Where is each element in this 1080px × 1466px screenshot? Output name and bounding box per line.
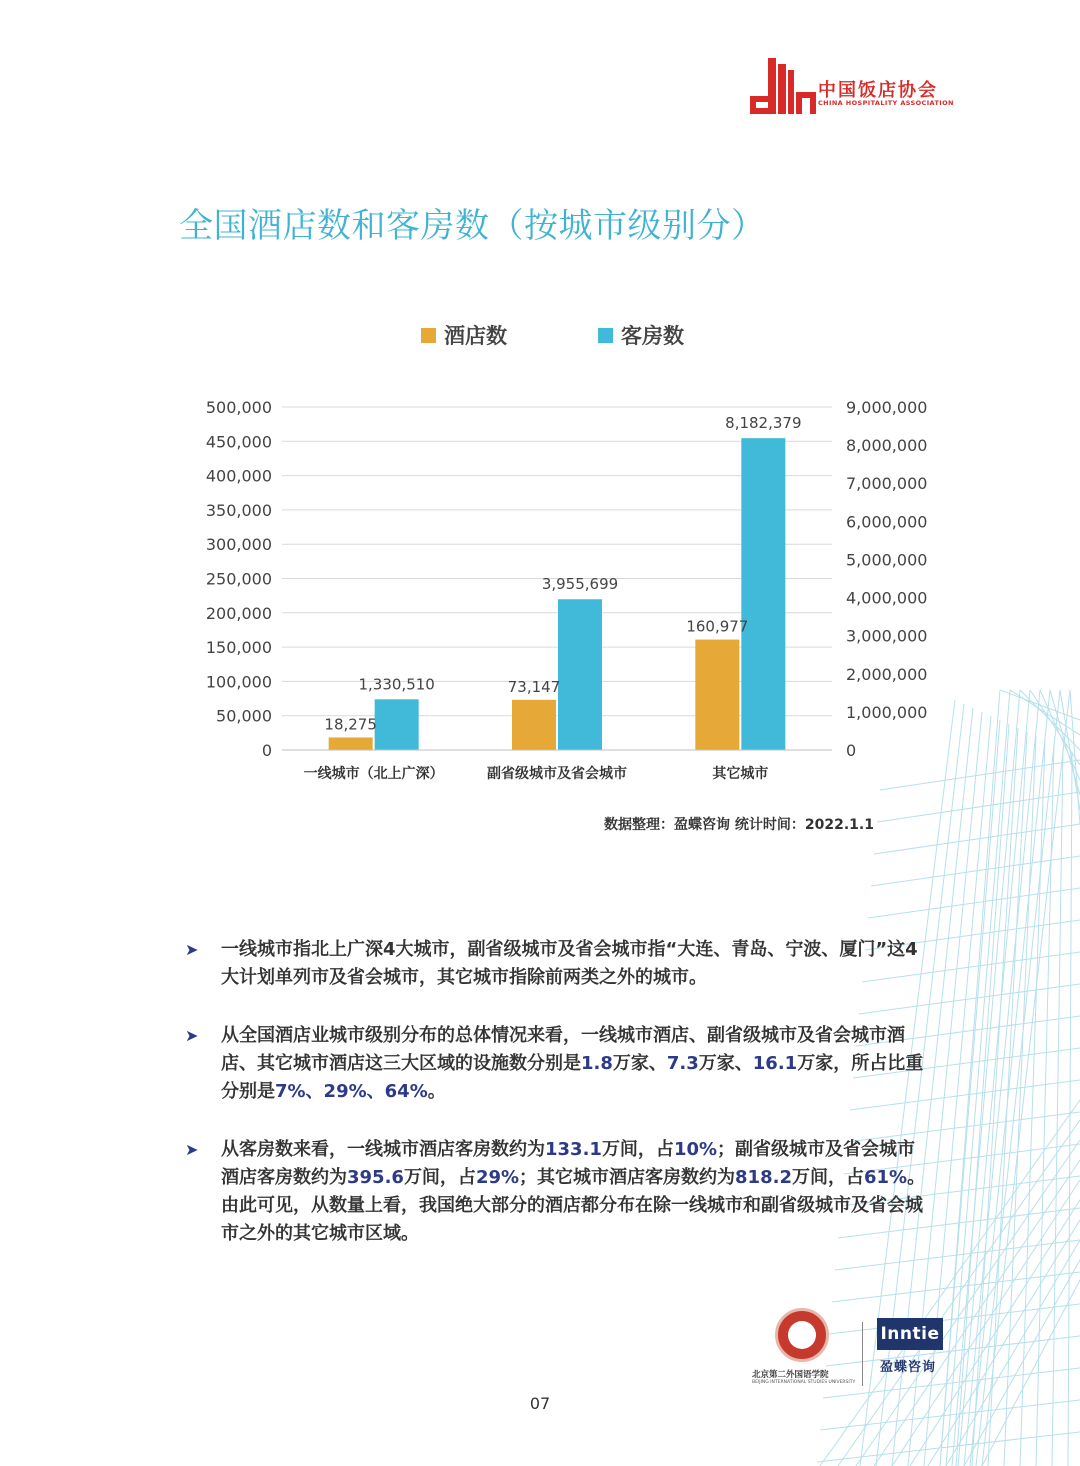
highlight-value: 7%、29%、64% [275,1081,428,1102]
highlight-value: 7.3 [666,1053,699,1074]
highlight-value: 133.1 [545,1139,602,1160]
arrow-icon: ➤ [185,940,199,959]
y-left-tick-label: 350,000 [205,500,272,520]
data-label-rooms: 1,330,510 [358,675,435,694]
y-right-tick-label: 0 [846,741,857,760]
y-left-tick-label: 100,000 [205,672,272,692]
page-number: 07 [529,1394,551,1413]
data-label-hotels: 18,275 [324,715,377,734]
y-right-tick-label: 4,000,000 [846,588,928,608]
logo-divider [862,1322,863,1386]
data-label-rooms: 3,955,699 [541,575,619,594]
bullet-text: 万间，占 [601,1139,674,1160]
bar-hotels [695,640,739,750]
logo-subtitle: CHINA HOSPITALITY ASSOCIATION [818,99,954,107]
y-left-tick-label: 500,000 [205,398,272,417]
bar-hotels [329,737,373,750]
y-right-tick-label: 3,000,000 [846,626,928,646]
bullet-list [185,936,930,1278]
y-left-tick-label: 200,000 [205,603,272,623]
y-right-tick-label: 7,000,000 [846,474,928,494]
logo-title: 中国饭店协会 [818,80,938,101]
data-label-hotels: 160,977 [686,617,749,636]
source-note: 数据整理：盈蝶咨询 统计时间：2022.1.1 [604,817,874,833]
bullet-item-1 [185,936,930,992]
bullet-text: 从客房数来看，一线城市酒店客房数约为 [221,1139,545,1160]
bullet-text: 万家、 [612,1053,667,1074]
inntie-name: 盈蝶咨询 [880,1360,937,1375]
bullet-item-3 [185,1136,930,1248]
highlight-value: 818.2 [735,1167,792,1188]
bisu-seal-icon [775,1308,829,1362]
bullet-text: ；副省级城市及省会城市酒店客房数约为 [221,1139,916,1188]
x-category-label: 一线城市（北上广深） [303,766,444,782]
highlight-value: 16.1 [752,1053,798,1074]
data-label-rooms: 8,182,379 [725,414,802,433]
highlight-value: 61% [863,1167,908,1188]
highlight-value: 29% [475,1167,520,1188]
y-right-tick-label: 1,000,000 [846,702,928,722]
y-left-tick-label: 150,000 [205,638,272,658]
y-right-tick-label: 5,000,000 [846,550,928,570]
bar-hotels [512,700,556,750]
arrow-icon: ➤ [185,1140,199,1159]
x-category-label: 其它城市 [712,766,769,782]
bullet-text: 万间，占 [403,1167,476,1188]
y-right-tick-label: 8,000,000 [846,436,928,456]
highlight-value: 1.8 [581,1053,613,1074]
y-left-tick-label: 300,000 [205,535,272,555]
highlight-value: 395.6 [347,1167,404,1188]
x-category-label: 副省级城市及省会城市 [487,766,627,782]
y-left-tick-label: 400,000 [205,466,272,486]
y-right-tick-label: 2,000,000 [846,664,928,684]
highlight-value: 10% [673,1139,718,1160]
bullet-text: 一线城市指北上广深4大城市，副省级城市及省会城市指“大连、青岛、宁波、厦门”这4大计划单列市及省会城市，其它城市指除前两类之外的城市。 [221,939,918,988]
arrow-icon: ➤ [185,1026,199,1045]
y-left-tick-label: 450,000 [205,432,272,452]
bar-rooms [375,699,419,750]
bisu-name: 北京第二外国语学院 [752,1370,829,1380]
legend-label-hotels: 酒店数 [444,324,507,348]
page-title: 全国酒店数和客房数（按城市级别分） [179,206,766,246]
legend-label-rooms: 客房数 [621,324,684,348]
bar-rooms [741,438,785,750]
bullet-text: 。由此可见，从数量上看，我国绝大部分的酒店都分布在除一线城市和副省级城市及省会城市之外的其它城市区域。 [221,1167,926,1244]
y-left-tick-label: 50,000 [216,706,272,726]
inntie-logo: Inntie [877,1318,943,1350]
bullet-text: 。 [427,1081,446,1102]
bar-rooms [558,599,602,750]
y-right-tick-label: 6,000,000 [846,512,928,532]
y-left-tick-label: 0 [261,741,272,760]
y-left-tick-label: 250,000 [205,569,272,589]
bisu-subtitle: BEIJING INTERNATIONAL STUDIES UNIVERSITY [752,1380,856,1385]
bullet-text: ；其它城市酒店客房数约为 [519,1167,736,1188]
bullet-text: 万家、 [698,1053,753,1074]
y-right-tick-label: 9,000,000 [846,398,928,417]
data-label-hotels: 73,147 [507,677,561,696]
bullet-text: 万间，占 [791,1167,864,1188]
bullet-item-2 [185,1022,930,1106]
bullet-text: 从全国酒店业城市级别分布的总体情况来看，一线城市酒店、副省级城市及省会城市酒店、其它城市酒店这三大区域的设施数分别是 [221,1025,905,1074]
bullet-text: 万家，所占比重分别是 [221,1053,924,1102]
